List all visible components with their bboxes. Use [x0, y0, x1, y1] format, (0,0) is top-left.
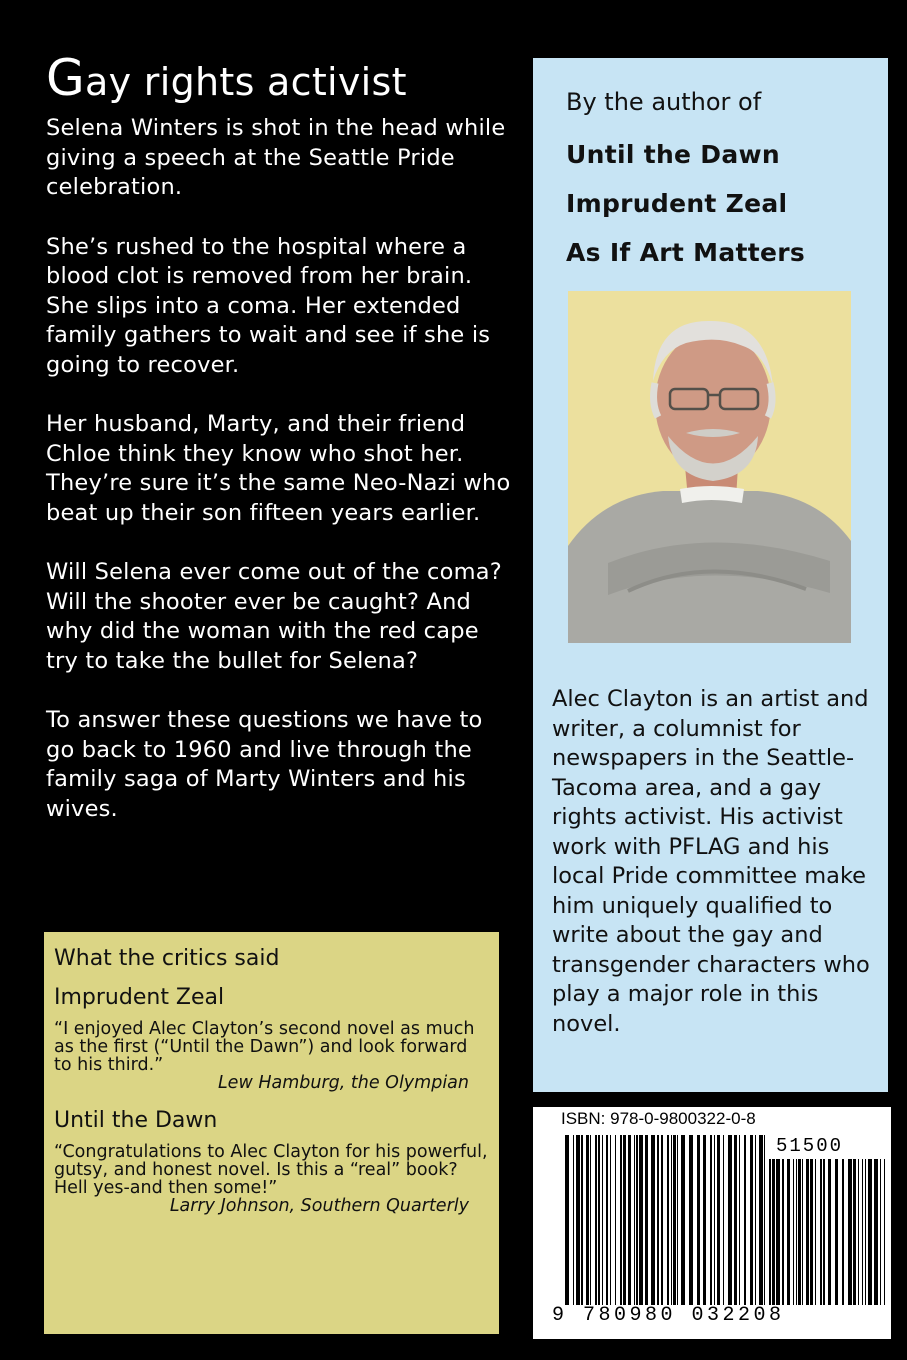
headline — [46, 49, 516, 108]
review-attribution: Lew Hamburg, the Olympian — [217, 1073, 469, 1093]
barcode-bar — [717, 1135, 720, 1305]
barcode-bar — [820, 1159, 822, 1305]
barcode-bar — [835, 1159, 838, 1305]
synopsis-paragraph: She’s rushed to the hospital where a blood clot is removed from her brain. She slips into a coma. Her extended family gathers to wait and see if she is going to recover. — [46, 233, 491, 378]
barcode-bar — [865, 1159, 866, 1305]
barcode-bar — [842, 1159, 844, 1305]
barcode-bar — [823, 1159, 825, 1305]
price-code: 51500 — [776, 1135, 844, 1157]
barcode-bar — [623, 1135, 626, 1305]
barcode-bar — [848, 1159, 852, 1305]
barcode-bar — [750, 1135, 753, 1305]
barcode-bar — [714, 1135, 715, 1305]
barcode-bar — [697, 1135, 700, 1305]
barcode-bar — [759, 1135, 763, 1305]
barcode-bar — [586, 1135, 589, 1305]
barcode-bar — [576, 1135, 580, 1305]
barcode-bar — [671, 1135, 672, 1305]
barcode-bar — [806, 1159, 809, 1305]
barcode-bar — [880, 1159, 881, 1305]
review-book-title: Until the Dawn — [54, 1108, 218, 1133]
barcode-bar — [645, 1135, 648, 1305]
barcode-bar — [620, 1135, 622, 1305]
barcode-bar — [728, 1135, 732, 1305]
author-photo — [568, 291, 851, 643]
barcode-bar — [862, 1159, 863, 1305]
barcode-bar — [739, 1135, 740, 1305]
barcode-bar — [798, 1159, 801, 1305]
barcode-bar — [755, 1135, 756, 1305]
by-author-label: By the author of — [566, 88, 762, 116]
barcode-bar — [628, 1135, 631, 1305]
synopsis-paragraph: To answer these questions we have to go back to 1960 and live through the family saga of Marty Winters and his wives. — [46, 707, 483, 822]
barcode-bar — [810, 1159, 813, 1305]
headline-rest: ay rights activist — [85, 60, 407, 104]
barcode-bar — [723, 1135, 724, 1305]
synopsis-paragraph: Selena Winters is shot in the head while giving a speech at the Seattle Pride celebration. — [46, 115, 506, 200]
barcode-bar — [598, 1135, 600, 1305]
barcode-bar — [734, 1135, 737, 1305]
barcode-bar — [677, 1135, 678, 1305]
review-quote: “I enjoyed Alec Clayton’s second novel as much as the first (“Until the Dawn”) and look forward to his third.” — [54, 1019, 475, 1075]
barcode-bar — [581, 1135, 583, 1305]
barcode-bar — [634, 1135, 635, 1305]
barcode-bar — [874, 1159, 878, 1305]
barcode-bar — [636, 1135, 638, 1305]
barcode-bar — [657, 1135, 659, 1305]
barcode-bar — [573, 1135, 574, 1305]
barcode-bar — [710, 1135, 712, 1305]
barcode-bar — [769, 1159, 771, 1305]
barcode-bar — [793, 1159, 794, 1305]
synopsis-paragraph: Will Selena ever come out of the coma? Will the shooter ever be caught? And why did the woman with the red cape try to take the bullet for Selena? — [46, 559, 502, 674]
review-quote: “Congratulations to Alec Clayton for his powerful, gutsy, and honest novel. Is this a “real” book? Hell yes-and then some!” — [54, 1142, 488, 1198]
barcode-bar — [828, 1159, 831, 1305]
barcode-bar — [853, 1159, 856, 1305]
barcode-bar — [651, 1135, 655, 1305]
barcode-bar — [858, 1159, 859, 1305]
barcode-bar — [796, 1159, 797, 1305]
barcode-bar — [764, 1135, 765, 1305]
barcode-bar — [673, 1135, 676, 1305]
barcode-bar — [815, 1159, 816, 1305]
book-title: Until the Dawn — [566, 140, 781, 169]
barcode-bar — [782, 1159, 784, 1305]
book-title: Imprudent Zeal — [566, 189, 788, 218]
author-box — [533, 58, 888, 1092]
barcode-bar — [802, 1159, 803, 1305]
barcode-bar — [602, 1135, 603, 1305]
barcode-bar — [661, 1135, 663, 1305]
barcode-box — [533, 1107, 891, 1339]
barcode-bar — [776, 1159, 780, 1305]
ean-digits: 9 780980 032208 — [552, 1304, 785, 1327]
barcode-bar — [703, 1135, 706, 1305]
isbn-label: ISBN: 978-0-9800322-0-8 — [561, 1109, 756, 1128]
barcode-bar — [667, 1135, 669, 1305]
barcode-bar — [772, 1159, 775, 1305]
barcode-bar — [689, 1135, 693, 1305]
barcode-bar — [868, 1159, 872, 1305]
barcode-bar — [884, 1159, 885, 1305]
barcode-bar — [595, 1135, 597, 1305]
barcode-bar — [615, 1135, 616, 1305]
barcode-bar — [787, 1159, 790, 1305]
author-bio: Alec Clayton is an artist and writer, a columnist for newspapers in the Seattle-Tacoma area, and a gay rights activist. His activist work with PFLAG and his local Pride committee make him uniquely qualified to write about the gay and transgender characters who play a major role in this novel. — [552, 686, 870, 1037]
ean-barcode — [565, 1135, 765, 1305]
barcode-bar — [639, 1135, 643, 1305]
headline-initial: G — [46, 49, 86, 107]
barcode-bar — [606, 1135, 608, 1305]
barcode-bar — [610, 1135, 611, 1305]
price-barcode — [769, 1159, 887, 1305]
barcode-bar — [681, 1135, 685, 1305]
back-cover-synopsis — [46, 49, 516, 854]
critics-box — [44, 932, 499, 1334]
review-book-title: Imprudent Zeal — [54, 985, 225, 1010]
review-attribution: Larry Johnson, Southern Quarterly — [169, 1196, 469, 1216]
barcode-bar — [565, 1135, 569, 1305]
book-title: As If Art Matters — [566, 238, 806, 267]
critics-heading: What the critics said — [54, 946, 280, 971]
barcode-bar — [590, 1135, 591, 1305]
barcode-bar — [744, 1135, 746, 1305]
synopsis-paragraph: Her husband, Marty, and their friend Chloe think they know who shot her. They’re sure it’s the same Neo-Nazi who beat up their son fifteen years earlier. — [46, 411, 511, 526]
